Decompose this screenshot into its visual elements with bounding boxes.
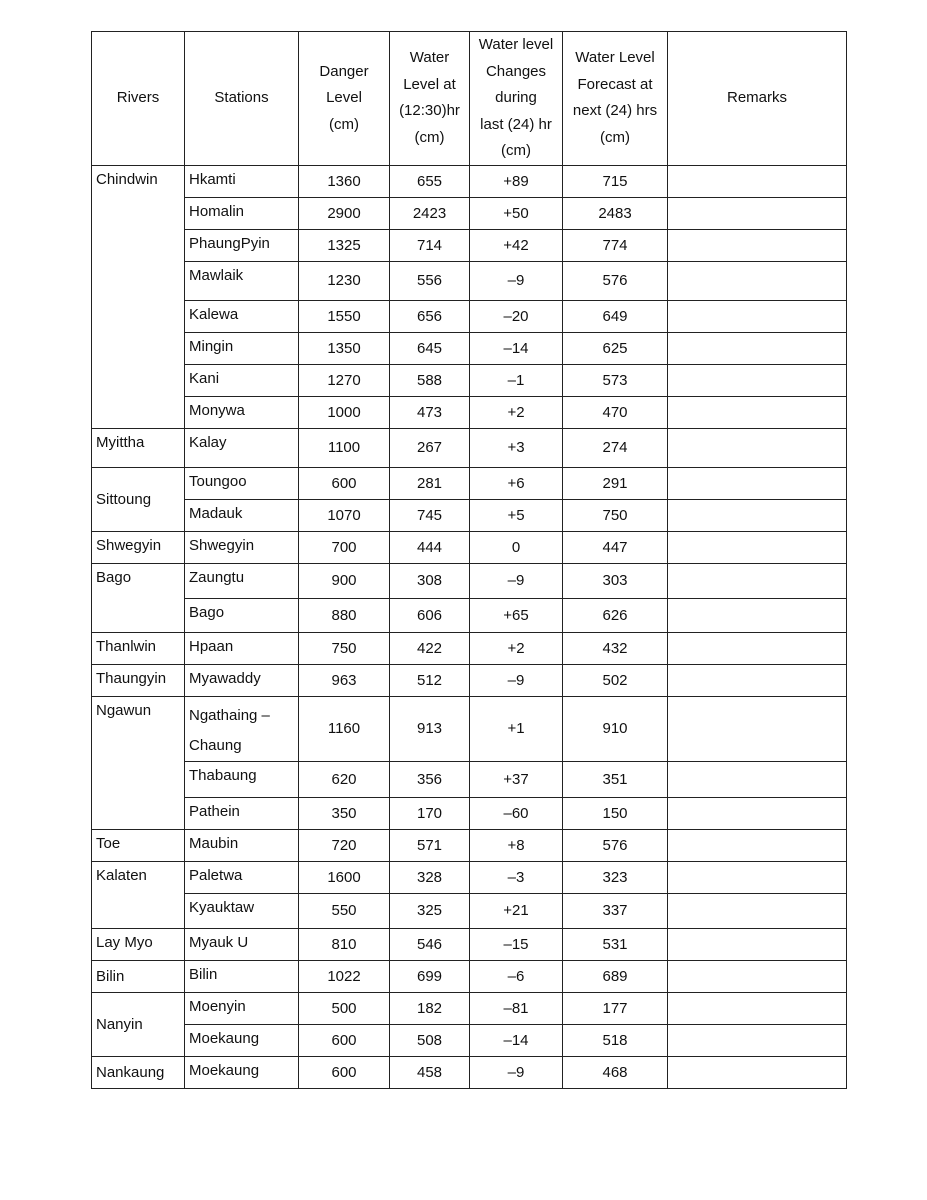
level-change: –60: [470, 797, 563, 829]
level-forecast: 774: [563, 229, 668, 261]
danger-level: 620: [299, 761, 390, 797]
level-change: +5: [470, 499, 563, 531]
table-row: [92, 364, 847, 396]
water-level: 281: [390, 467, 470, 499]
table-row: [92, 229, 847, 261]
header-remarks: Remarks: [668, 32, 847, 166]
station-name: Thabaung: [185, 761, 299, 797]
level-change: +3: [470, 428, 563, 467]
station-name: Toungoo: [185, 467, 299, 499]
remarks-cell: [668, 664, 847, 696]
level-change: +21: [470, 893, 563, 928]
station-name: Madauk: [185, 499, 299, 531]
table-row: [92, 165, 847, 197]
water-level: 588: [390, 364, 470, 396]
danger-level: 1550: [299, 300, 390, 332]
danger-level: 1070: [299, 499, 390, 531]
water-level: 606: [390, 598, 470, 632]
water-level: 714: [390, 229, 470, 261]
header-forecast: Water Level Forecast at next (24) hrs (cm): [563, 32, 668, 166]
table-row: [92, 696, 847, 761]
level-forecast: 150: [563, 797, 668, 829]
header-rivers: Rivers: [92, 32, 185, 166]
water-level: 699: [390, 960, 470, 992]
station-name: Myauk U: [185, 928, 299, 960]
level-change: –20: [470, 300, 563, 332]
station-name: Mawlaik: [185, 261, 299, 300]
remarks-cell: [668, 632, 847, 664]
danger-level: 880: [299, 598, 390, 632]
level-forecast: 177: [563, 992, 668, 1024]
level-change: +6: [470, 467, 563, 499]
table-row: [92, 960, 847, 992]
water-level: 182: [390, 992, 470, 1024]
water-level: 913: [390, 696, 470, 761]
table-row: [92, 261, 847, 300]
river-name: Lay Myo: [92, 928, 185, 960]
level-forecast: 625: [563, 332, 668, 364]
danger-level: 1270: [299, 364, 390, 396]
table-row: [92, 467, 847, 499]
station-name: Paletwa: [185, 861, 299, 893]
river-name: Chindwin: [92, 165, 185, 428]
station-name: Kalay: [185, 428, 299, 467]
river-name: Shwegyin: [92, 531, 185, 563]
station-name: Homalin: [185, 197, 299, 229]
level-change: –9: [470, 664, 563, 696]
table-row: [92, 761, 847, 797]
remarks-cell: [668, 1056, 847, 1088]
header-stations: Stations: [185, 32, 299, 166]
table-row: [92, 499, 847, 531]
level-change: –15: [470, 928, 563, 960]
remarks-cell: [668, 467, 847, 499]
level-change: +1: [470, 696, 563, 761]
remarks-cell: [668, 197, 847, 229]
level-forecast: 531: [563, 928, 668, 960]
water-level: 556: [390, 261, 470, 300]
station-name: Mingin: [185, 332, 299, 364]
level-change: –81: [470, 992, 563, 1024]
river-name: Sittoung: [92, 467, 185, 531]
level-forecast: 337: [563, 893, 668, 928]
level-change: +89: [470, 165, 563, 197]
table-row: [92, 563, 847, 598]
remarks-cell: [668, 696, 847, 761]
header-row: [92, 32, 847, 166]
river-name: Ngawun: [92, 696, 185, 829]
station-name: Maubin: [185, 829, 299, 861]
table-row: [92, 893, 847, 928]
river-name: Nanyin: [92, 992, 185, 1056]
remarks-cell: [668, 797, 847, 829]
water-level: 308: [390, 563, 470, 598]
remarks-cell: [668, 1024, 847, 1056]
table-row: [92, 197, 847, 229]
station-name: Pathein: [185, 797, 299, 829]
remarks-cell: [668, 300, 847, 332]
table-row: [92, 861, 847, 893]
water-level: 656: [390, 300, 470, 332]
danger-level: 1350: [299, 332, 390, 364]
level-forecast: 518: [563, 1024, 668, 1056]
danger-level: 750: [299, 632, 390, 664]
level-change: –14: [470, 332, 563, 364]
river-name: Thaungyin: [92, 664, 185, 696]
level-forecast: 715: [563, 165, 668, 197]
level-change: +2: [470, 396, 563, 428]
level-forecast: 2483: [563, 197, 668, 229]
table-row: [92, 992, 847, 1024]
remarks-cell: [668, 893, 847, 928]
remarks-cell: [668, 829, 847, 861]
level-change: +2: [470, 632, 563, 664]
remarks-cell: [668, 499, 847, 531]
river-name: Nankaung: [92, 1056, 185, 1088]
water-level: 473: [390, 396, 470, 428]
station-name: Moekaung: [185, 1024, 299, 1056]
danger-level: 900: [299, 563, 390, 598]
header-danger-level: Danger Level (cm): [299, 32, 390, 166]
level-forecast: 274: [563, 428, 668, 467]
level-forecast: 573: [563, 364, 668, 396]
river-name: Kalaten: [92, 861, 185, 928]
table-row: [92, 428, 847, 467]
remarks-cell: [668, 428, 847, 467]
level-change: –1: [470, 364, 563, 396]
danger-level: 2900: [299, 197, 390, 229]
water-level: 546: [390, 928, 470, 960]
level-change: +65: [470, 598, 563, 632]
danger-level: 963: [299, 664, 390, 696]
water-level: 2423: [390, 197, 470, 229]
station-name: Myawaddy: [185, 664, 299, 696]
water-level: 458: [390, 1056, 470, 1088]
station-name: Kyauktaw: [185, 893, 299, 928]
level-change: –3: [470, 861, 563, 893]
remarks-cell: [668, 396, 847, 428]
remarks-cell: [668, 229, 847, 261]
remarks-cell: [668, 332, 847, 364]
level-forecast: 910: [563, 696, 668, 761]
river-name: Myittha: [92, 428, 185, 467]
header-changes: Water level Changes during last (24) hr (cm): [470, 32, 563, 166]
station-name: PhaungPyin: [185, 229, 299, 261]
station-name: Bago: [185, 598, 299, 632]
water-level: 645: [390, 332, 470, 364]
remarks-cell: [668, 261, 847, 300]
water-level: 422: [390, 632, 470, 664]
level-forecast: 576: [563, 261, 668, 300]
station-name: Hpaan: [185, 632, 299, 664]
remarks-cell: [668, 598, 847, 632]
header-water-level: Water Level at (12:30)hr (cm): [390, 32, 470, 166]
level-forecast: 323: [563, 861, 668, 893]
level-forecast: 576: [563, 829, 668, 861]
table-row: [92, 531, 847, 563]
water-level: 170: [390, 797, 470, 829]
level-forecast: 468: [563, 1056, 668, 1088]
remarks-cell: [668, 761, 847, 797]
water-level: 325: [390, 893, 470, 928]
station-name: Hkamti: [185, 165, 299, 197]
table-row: [92, 928, 847, 960]
remarks-cell: [668, 364, 847, 396]
remarks-cell: [668, 992, 847, 1024]
water-level: 328: [390, 861, 470, 893]
table-row: [92, 829, 847, 861]
level-change: –14: [470, 1024, 563, 1056]
danger-level: 600: [299, 467, 390, 499]
station-name: Moekaung: [185, 1056, 299, 1088]
remarks-cell: [668, 531, 847, 563]
station-name: Zaungtu: [185, 563, 299, 598]
level-forecast: 750: [563, 499, 668, 531]
station-name: Moenyin: [185, 992, 299, 1024]
river-name: Thanlwin: [92, 632, 185, 664]
danger-level: 600: [299, 1024, 390, 1056]
table-row: [92, 396, 847, 428]
station-name: Kalewa: [185, 300, 299, 332]
water-level: 655: [390, 165, 470, 197]
water-level: 512: [390, 664, 470, 696]
level-forecast: 351: [563, 761, 668, 797]
level-forecast: 649: [563, 300, 668, 332]
table-row: [92, 332, 847, 364]
danger-level: 550: [299, 893, 390, 928]
level-change: –9: [470, 563, 563, 598]
water-level: 508: [390, 1024, 470, 1056]
table-body: [92, 165, 847, 1088]
river-name: Bago: [92, 563, 185, 632]
level-change: 0: [470, 531, 563, 563]
remarks-cell: [668, 563, 847, 598]
danger-level: 1360: [299, 165, 390, 197]
remarks-cell: [668, 165, 847, 197]
level-change: +42: [470, 229, 563, 261]
table-row: [92, 664, 847, 696]
water-level: 745: [390, 499, 470, 531]
danger-level: 1022: [299, 960, 390, 992]
danger-level: 600: [299, 1056, 390, 1088]
river-name: Bilin: [92, 960, 185, 992]
danger-level: 1100: [299, 428, 390, 467]
station-name: Bilin: [185, 960, 299, 992]
level-change: +50: [470, 197, 563, 229]
danger-level: 700: [299, 531, 390, 563]
table-row: [92, 632, 847, 664]
level-change: –6: [470, 960, 563, 992]
level-change: +8: [470, 829, 563, 861]
water-level-table: [91, 31, 847, 1089]
danger-level: 350: [299, 797, 390, 829]
danger-level: 1600: [299, 861, 390, 893]
remarks-cell: [668, 861, 847, 893]
station-name: Kani: [185, 364, 299, 396]
level-change: +37: [470, 761, 563, 797]
level-change: –9: [470, 261, 563, 300]
remarks-cell: [668, 960, 847, 992]
level-forecast: 447: [563, 531, 668, 563]
level-forecast: 470: [563, 396, 668, 428]
remarks-cell: [668, 928, 847, 960]
water-level: 267: [390, 428, 470, 467]
level-forecast: 689: [563, 960, 668, 992]
station-name: Ngathaing – Chaung: [185, 696, 299, 761]
water-level: 571: [390, 829, 470, 861]
danger-level: 720: [299, 829, 390, 861]
station-name: Shwegyin: [185, 531, 299, 563]
danger-level: 1230: [299, 261, 390, 300]
level-change: –9: [470, 1056, 563, 1088]
table-row: [92, 1056, 847, 1088]
level-forecast: 502: [563, 664, 668, 696]
danger-level: 1000: [299, 396, 390, 428]
danger-level: 810: [299, 928, 390, 960]
level-forecast: 432: [563, 632, 668, 664]
table-row: [92, 797, 847, 829]
water-level: 356: [390, 761, 470, 797]
level-forecast: 291: [563, 467, 668, 499]
danger-level: 500: [299, 992, 390, 1024]
danger-level: 1325: [299, 229, 390, 261]
water-level: 444: [390, 531, 470, 563]
table-row: [92, 598, 847, 632]
river-name: Toe: [92, 829, 185, 861]
table-row: [92, 1024, 847, 1056]
station-name: Monywa: [185, 396, 299, 428]
level-forecast: 626: [563, 598, 668, 632]
level-forecast: 303: [563, 563, 668, 598]
danger-level: 1160: [299, 696, 390, 761]
table-row: [92, 300, 847, 332]
